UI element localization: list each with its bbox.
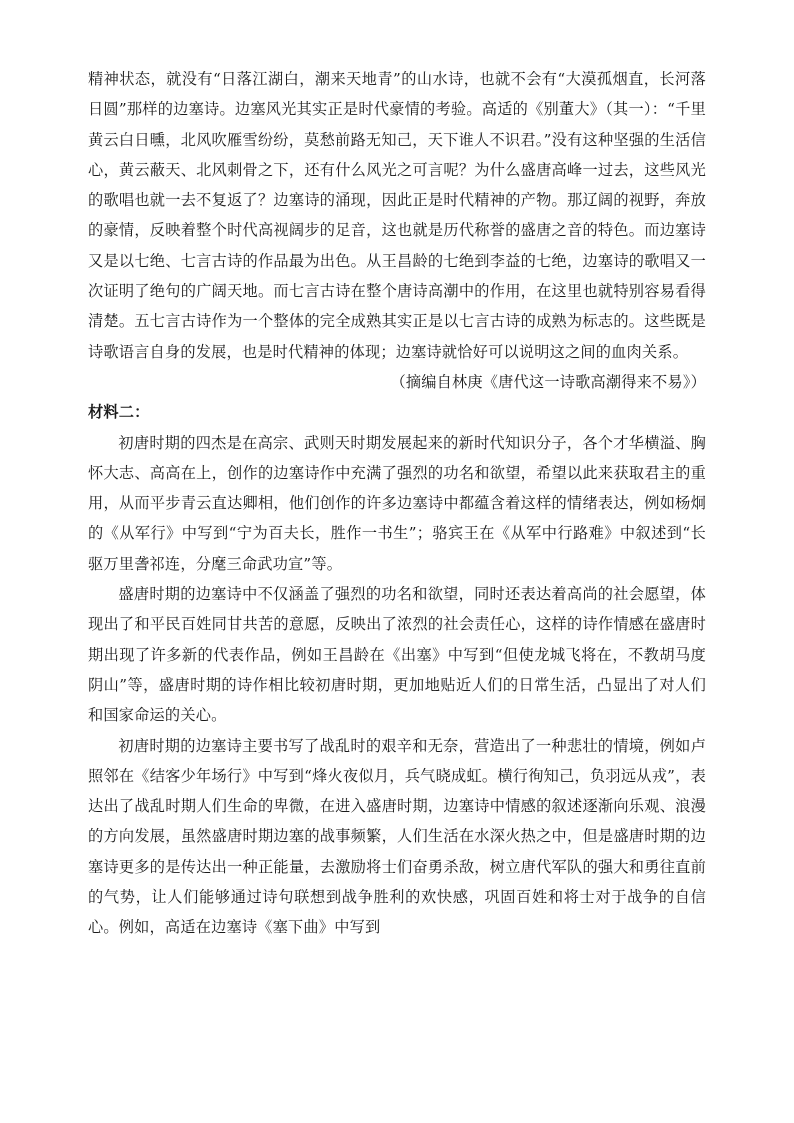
document-page bbox=[88, 64, 706, 943]
section-heading-material-two: 材料二： bbox=[88, 403, 150, 422]
paragraph-material-one-continued: 精神状态，就没有“日落江湖白，潮来天地青”的山水诗，也就不会有“大漠孤烟直，长河落日圆”那样的边塞诗。边塞风光其实正是时代豪情的考验。高适的《别董大》（其一）：“千里黄云白日曛，北风吹雁雪纷纷，莫愁前路无知己，天下谁人不识君。”没有这种坚强的生活信心，黄云蔽天、北风刺骨之下，还有什么风光之可言呢？为什么盛唐高峰一过去，这些风光的歌唱也就一去不复返了？边塞诗的涌现，因此正是时代精神的产物。那辽阔的视野，奔放的豪情，反映着整个时代高视阔步的足音，这也就是历代称誉的盛唐之音的特色。而边塞诗又是以七绝、七言古诗的作品最为出色。从王昌龄的七绝到李益的七绝，边塞诗的歌唱又一次证明了绝句的广阔天地。而七言古诗在整个唐诗高潮中的作用，在这里也就特别容易看得清楚。五七言古诗作为一个整体的完全成熟其实正是以七言古诗的成熟为标志的。这些既是诗歌语言自身的发展，也是时代精神的体现；边塞诗就恰好可以说明这之间的血肉关系。 bbox=[88, 70, 706, 361]
source-citation: （摘编自林庚《唐代这一诗歌高潮得来不易》） bbox=[390, 372, 706, 391]
paragraph-early-tang: 初唐时期的四杰是在高宗、武则天时期发展起来的新时代知识分子，各个才华横溢、胸怀大志、高高在上，创作的边塞诗作中充满了强烈的功名和欲望，希望以此来获取君主的重用，从而平步青云直达卿相，他们创作的许多边塞诗中都蕴含着这样的情绪表达，例如杨炯的《从军行》中写到“宁为百夫长，胜作一书生”；骆宾王在《从军中行路难》中叙述到“长驱万里詟祁连，分麾三命武功宣”等。 bbox=[88, 433, 706, 573]
paragraph-high-tang: 盛唐时期的边塞诗中不仅涵盖了强烈的功名和欲望，同时还表达着高尚的社会愿望，体现出了和平民百姓同甘共苦的意愿，反映出了浓烈的社会责任心，这样的诗作情感在盛唐时期出现了许多新的代表作品，例如王昌龄在《出塞》中写到“但使龙城飞将在，不教胡马度阴山”等，盛唐时期的诗作相比较初唐时期，更加地贴近人们的日常生活，凸显出了对人们和国家命运的关心。 bbox=[88, 585, 706, 725]
paragraph-war-hardship: 初唐时期的边塞诗主要书写了战乱时的艰辛和无奈，营造出了一种悲壮的情境，例如卢照邻在《结客少年场行》中写到“烽火夜似月，兵气晓成虹。横行徇知己，负羽远从戎”，表达出了战乱时期人们生命的卑微，在进入盛唐时期，边塞诗中情感的叙述逐渐向乐观、浪漫的方向发展，虽然盛唐时期边塞的战事频繁，人们生活在水深火热之中，但是盛唐时期的边塞诗更多的是传达出一种正能量，去激励将士们奋勇杀敌，树立唐代军队的强大和勇往直前的气势，让人们能够通过诗句联想到战争胜利的欢快感，巩固百姓和将士对于战争的自信心。例如，高适在边塞诗《塞下曲》中写到 bbox=[88, 736, 706, 937]
